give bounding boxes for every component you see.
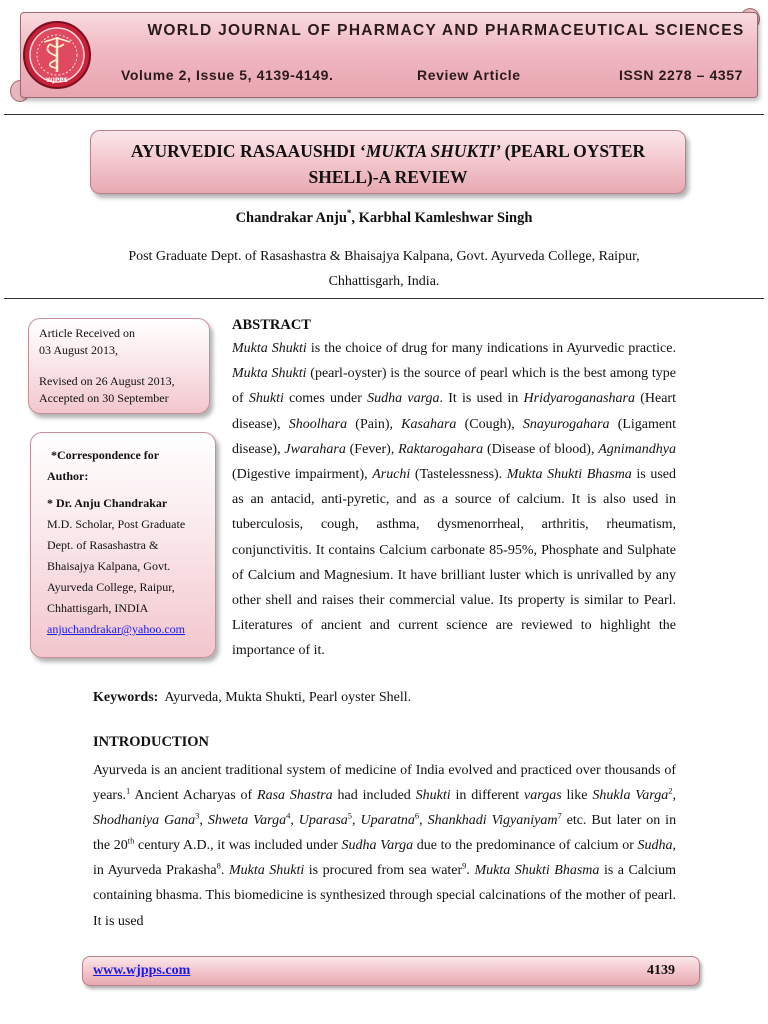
affiliation-line: Post Graduate Dept. of Rasashastra & Bhaisajya Kalpana, Govt. Ayurveda College, Raipur,: [128, 249, 640, 264]
abstract-term: Mukta Shukti: [232, 366, 307, 382]
intro-text: like: [561, 788, 593, 804]
keywords-label: Keywords:: [93, 690, 159, 705]
author-name: Chandrakar Anju: [235, 209, 347, 226]
intro-term: Sudha Varga: [341, 838, 414, 854]
intro-text: due to the predominance of calcium or: [413, 838, 638, 854]
abstract-text: (Tastelessness).: [410, 467, 507, 483]
abstract-term: Hridyaroganashara: [523, 391, 636, 407]
intro-text: ,: [672, 788, 676, 804]
abstract-text: is used as an antacid, anti-pyretic, and as a source of calcium. It is also used in tuberculosis, cough, asthma, dysmenorrheal, arthritis, rheumatism, conjunctivitis. It contains Calcium carbonate 85-95%, Phosphate and Sulphate of Calcium and Magnesium. It have brilliant luster which is unrivalled by any other shell and raises their commercial value. Its property is similar to Pearl. Literatures of ancient and current science are reviewed to highlight the importance of it.: [232, 467, 676, 659]
abstract-text: (pearl-oyster) is the source of pearl which is the best among type of: [232, 366, 676, 407]
introduction-heading: INTRODUCTION: [93, 734, 210, 750]
accepted-date: Accepted on 30 September: [39, 391, 169, 405]
intro-text: is a Calcium containing bhasma. This biomedicine is synthesized through special calcinations of the mother of pearl. It is used: [93, 863, 676, 929]
abstract-term: Sudha varga: [367, 391, 440, 407]
website-link[interactable]: www.wjpps.com: [93, 963, 191, 978]
article-dates-box: [28, 318, 210, 414]
received-date: 03 August 2013,: [39, 343, 119, 357]
intro-text: ,: [290, 813, 299, 829]
citation-ref: 8: [216, 860, 221, 871]
abstract-term: Agnimandhya: [598, 441, 677, 457]
keywords: [93, 690, 411, 706]
intro-term: vargas: [524, 788, 562, 804]
abstract-term: Mukta Shukti: [232, 341, 307, 356]
abstract-text: . It is used in: [439, 391, 524, 407]
affiliation-line: Chhattisgarh, India.: [328, 274, 440, 289]
ordinal-suffix: th: [127, 835, 135, 846]
abstract-body: [232, 336, 676, 664]
introduction-body: [93, 758, 676, 934]
correspondence-line: M.D. Scholar, Post Graduate: [47, 517, 186, 531]
title-text-line2: SHELL)-A REVIEW: [308, 167, 468, 187]
revised-date: Revised on 26 August 2013,: [39, 374, 175, 388]
volume-info: Volume 2, Issue 5, 4139-4149.: [121, 67, 334, 83]
citation-ref: 9: [462, 860, 467, 871]
correspondence-heading: Author:: [47, 469, 89, 483]
intro-term: Mukta Shukti: [228, 863, 305, 879]
intro-term: Sudha: [637, 838, 673, 854]
abstract-term: Kasahara: [401, 416, 457, 432]
intro-term: Mukta Shukti Bhasma: [474, 863, 600, 879]
intro-term: Shweta Varga: [207, 813, 287, 829]
authors: [0, 208, 768, 227]
email-link[interactable]: anjuchandrakar@yahoo.com: [47, 622, 185, 636]
intro-text: Ayurveda is an ancient traditional system of medicine of India evolved and practiced over thousands of years.: [93, 763, 676, 804]
abstract-text: comes under: [283, 391, 368, 407]
intro-term: Shodhaniya Gana: [93, 813, 196, 829]
abstract-term: Shukti: [248, 391, 284, 407]
intro-text: etc. But later on in the 20: [93, 813, 677, 854]
abstract-text: is the choice of drug for many indications in Ayurvedic practice.: [306, 341, 676, 356]
title-text: ’ (PEARL OYSTER: [495, 141, 646, 161]
intro-text: ,: [419, 813, 428, 829]
citation-ref: 3: [195, 810, 200, 821]
citation-ref: 4: [286, 810, 291, 821]
author-name: , Karbhal Kamleshwar Singh: [351, 209, 533, 226]
abstract-text: (Disease of blood),: [483, 441, 599, 457]
divider: [4, 298, 764, 299]
intro-term: Shukla Varga: [592, 788, 669, 804]
journal-name: WORLD JOURNAL OF PHARMACY AND PHARMACEUTICAL SCIENCES: [147, 22, 745, 39]
abstract-text: (Digestive impairment),: [232, 467, 373, 483]
intro-term: Uparasa: [298, 813, 348, 829]
intro-term: Shukti: [415, 788, 451, 804]
citation-ref: 2: [668, 785, 673, 796]
journal-banner: [6, 8, 760, 100]
received-label: Article Received on: [39, 326, 135, 340]
intro-text: in different: [450, 788, 525, 804]
intro-text: .: [466, 863, 475, 879]
title-text: AYURVEDIC RASAAUSHDI ‘: [130, 141, 366, 161]
abstract-text: (Heart disease),: [232, 391, 676, 432]
abstract-heading: ABSTRACT: [232, 317, 311, 333]
title-text-italic: MUKTA SHUKTI: [365, 141, 496, 161]
citation-ref: 1: [126, 785, 131, 796]
svg-text:WJPPS: WJPPS: [46, 77, 68, 84]
abstract-term: Jwarahara: [284, 441, 346, 457]
intro-text: had included: [332, 788, 416, 804]
correspondence-heading: *Correspondence for: [51, 448, 160, 462]
abstract-text: (Fever),: [345, 441, 399, 457]
issn: ISSN 2278 – 4357: [619, 67, 744, 83]
page-footer: [82, 956, 700, 986]
page-number: 4139: [647, 963, 675, 978]
correspondence-line: Dept. of Rasashastra &: [47, 538, 159, 552]
abstract: [232, 314, 676, 664]
journal-logo-icon: [22, 20, 92, 90]
divider: [4, 114, 764, 115]
intro-text: is procured from sea water: [304, 863, 463, 879]
correspondence-line: Chhattisgarh, INDIA: [47, 601, 149, 615]
abstract-text: (Ligament disease),: [232, 416, 676, 457]
correspondence-line: Ayurveda College, Raipur,: [47, 580, 175, 594]
intro-term: Rasa Shastra: [257, 788, 333, 804]
intro-text: Ancient Acharyas of: [130, 788, 258, 804]
article-title: [90, 130, 686, 194]
citation-ref: 6: [414, 810, 420, 821]
citation-ref: 5: [347, 810, 353, 821]
abstract-text: (Pain),: [347, 416, 402, 432]
intro-term: Shankhadi Vigyaniyam: [427, 813, 558, 829]
correspondence-name: * Dr. Anju Chandrakar: [47, 496, 168, 510]
corresponding-mark: *: [346, 208, 352, 218]
intro-term: Uparatna: [360, 813, 415, 829]
correspondence-box: [30, 432, 216, 658]
affiliation: [80, 244, 688, 294]
abstract-term: Raktarogahara: [398, 441, 484, 457]
abstract-text: (Cough),: [456, 416, 523, 432]
abstract-term: Aruchi: [372, 467, 411, 483]
banner-scroll: [20, 12, 758, 98]
keywords-text: Ayurveda, Mukta Shukti, Pearl oyster Shell.: [164, 690, 412, 705]
intro-text: , in Ayurveda Prakasha: [93, 838, 677, 879]
intro-text: ,: [352, 813, 361, 829]
citation-ref: 7: [557, 810, 562, 821]
intro-text: .: [220, 863, 229, 879]
intro-text: ,: [199, 813, 208, 829]
abstract-term: Mukta Shukti Bhasma: [506, 467, 632, 483]
abstract-term: Shoolhara: [288, 416, 348, 432]
correspondence-line: Bhaisajya Kalpana, Govt.: [47, 559, 171, 573]
article-type: Review Article: [417, 67, 521, 83]
abstract-term: Snayurogahara: [522, 416, 610, 432]
intro-text: century A.D., it was included under: [134, 838, 342, 854]
